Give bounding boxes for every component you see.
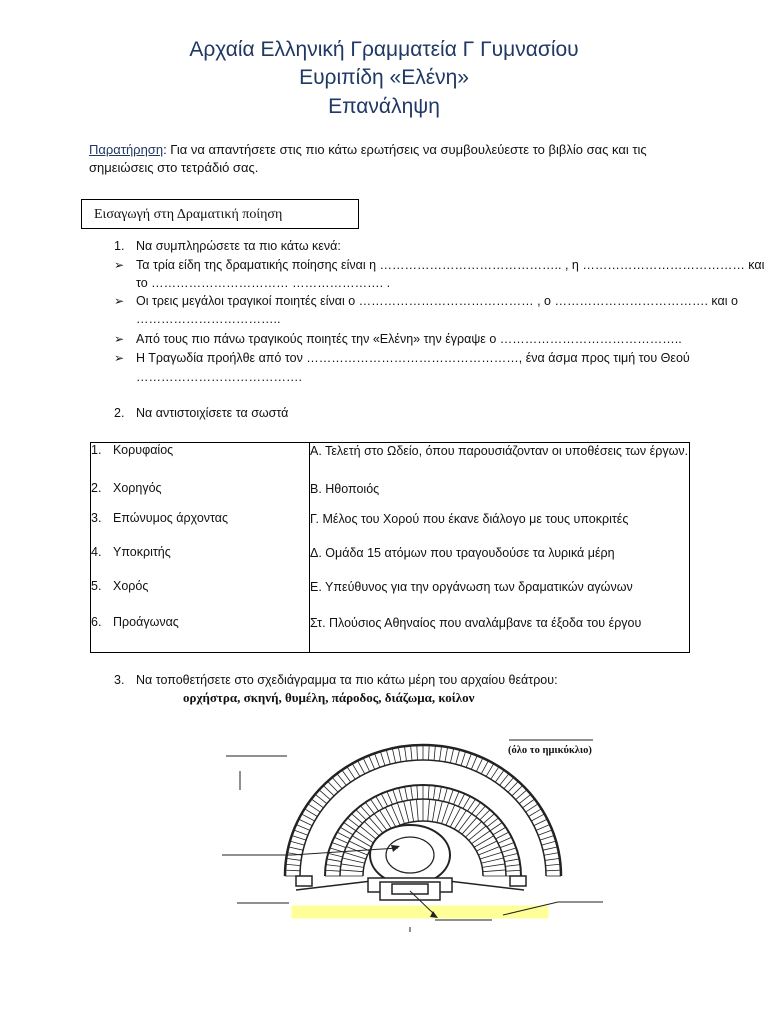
orchestra-circle [370, 825, 450, 885]
seat-row-line [376, 796, 383, 808]
seat-row-line [476, 806, 486, 817]
seat-row-line [500, 843, 514, 848]
seat-row-line [361, 806, 371, 817]
seat-row-line [352, 836, 372, 847]
seat-row-line [386, 750, 390, 764]
seat-row-line [294, 830, 308, 835]
seat-row-line [502, 848, 516, 852]
seat-row-line [493, 827, 506, 835]
seat-row-line [411, 786, 413, 800]
seat-row-line [286, 858, 301, 860]
match-left-item: 6. Προάγωνας [91, 615, 310, 653]
seat-row-line [399, 788, 403, 802]
seat-row-line [526, 804, 539, 812]
seat-row-line [342, 858, 364, 863]
seat-row-line [440, 746, 442, 761]
seat-row-line [342, 770, 351, 782]
q1-blank-line: …………………………….. [136, 312, 281, 326]
seat-row-line [327, 859, 342, 862]
seat-row-line [305, 809, 318, 817]
seat-row-line [358, 761, 365, 774]
section-title: Εισαγωγή στη Δραματική ποίηση [81, 199, 359, 229]
seat-row-line [292, 836, 306, 841]
seat-row-line [503, 853, 518, 856]
q1-blank-line: Η Τραγωδία προήλθε από τον ……………………………………………, ένα άσμα προς τιμή του Θεού [136, 351, 690, 365]
seat-row-line [472, 802, 481, 813]
seat-row-line [315, 794, 327, 803]
seat-row-line [498, 837, 512, 843]
seat-row-line [319, 790, 330, 800]
diagram-caption: (όλο το ημικύκλιο) [508, 745, 592, 756]
seat-row-line [334, 837, 348, 843]
match-right-item: Στ. Πλούσιος Αθηναίος που αναλάμβανε τα έξοδα του έργου [310, 615, 642, 630]
q2-prompt: Να αντιστοιχίσετε τα σωστά [136, 406, 289, 420]
match-left-item: 3. Επώνυμος άρχοντας [91, 511, 310, 545]
match-right-item: Α. Τελετή στο Ωδείο, όπου παρουσιάζονταν οι υποθέσεις των έργων. [310, 444, 689, 458]
seat-row-line [490, 823, 502, 831]
seat-row-line [519, 794, 531, 803]
seat-row-line [352, 764, 360, 777]
seat-row-line [433, 786, 435, 800]
seat-row-line [484, 814, 495, 824]
seat-row-line [290, 841, 304, 845]
seat-row-line [393, 789, 398, 802]
seat-row-line [471, 756, 477, 770]
q1-blank-line: το …………………………… …………………. . [136, 276, 391, 290]
seat-row-line [506, 870, 521, 871]
skene-highlight [292, 906, 548, 918]
seat-row-line [301, 814, 314, 821]
seat-row-line [429, 745, 430, 760]
match-right-item: Ε. Υπεύθυνος για την οργάνωση των δραματικών αγώνων [310, 579, 633, 594]
seat-row-line [332, 777, 342, 788]
seat-row-line [311, 799, 323, 808]
seat-row-line [375, 753, 380, 767]
seat-row-line [369, 756, 375, 770]
seat-row-line [450, 748, 453, 763]
seat-row-line [534, 819, 548, 826]
seat-row-line [545, 858, 560, 860]
q1-prompt: Να συμπληρώσετε τα πιο κάτω κενά: [136, 239, 341, 253]
seat-row-line [546, 870, 561, 871]
seat-row-line [508, 781, 518, 792]
seat-row-line [458, 814, 472, 832]
seat-row-line [444, 788, 448, 802]
seat-row-line [466, 753, 471, 767]
seat-row-line [344, 823, 356, 831]
note-label: Παρατήρηση [89, 142, 164, 157]
skene-building [296, 876, 526, 900]
seat-row-line [381, 794, 387, 807]
seat-row-line [432, 800, 436, 822]
seat-row-line [285, 870, 300, 871]
q2-number: 2. [114, 406, 125, 420]
seat-row-line [328, 781, 338, 792]
seat-row-line [360, 826, 377, 840]
seat-row-line [480, 810, 490, 820]
seat-row-line [286, 864, 301, 865]
title-line-2: Ευριπίδη «Ελένη» [299, 66, 469, 89]
seat-row-line [288, 847, 303, 850]
seat-row-line [474, 836, 494, 847]
seat-row-line [326, 865, 341, 867]
seat-row-line [487, 818, 499, 827]
seat-row-line [500, 774, 509, 786]
seat-row-line [356, 810, 366, 820]
seat-row-line [454, 810, 466, 829]
seat-row-line [469, 826, 486, 840]
seat-row-line [328, 853, 343, 856]
seat-row-line [461, 751, 466, 765]
seat-row-line [365, 802, 374, 813]
seat-row-line [380, 810, 392, 829]
seat-row-line [538, 830, 552, 835]
seat-row-line [428, 799, 430, 821]
q1-blank-line: Από τους πιο πάνω τραγικούς ποιητές την «Ελένη» την έγραψε ο …………………………………….. [136, 332, 682, 346]
seat-row-line [523, 799, 535, 808]
seat-row-line [476, 758, 483, 772]
match-left-item: 4. Υποκριτής [91, 545, 310, 579]
match-left-item: 5. Χορός [91, 579, 310, 615]
q1-blank-line: …………………………………. [136, 370, 302, 384]
note-text: : Για να απαντήσετε στις πιο κάτω ερωτήσεις να συμβουλεύεστε το βιβλίο σας και τις σημειώσεις στο τετράδιό σας. [89, 142, 647, 175]
seat-row-line [483, 870, 506, 872]
seat-row-line [299, 819, 313, 826]
title-line-1: Αρχαία Ελληνική Γραμματεία Γ Γυμνασίου [189, 38, 579, 61]
bullet-arrow-icon: ➢ [114, 294, 125, 308]
match-right-item: Γ. Μέλος του Χορού που έκανε διάλογο με τους υποκριτές [310, 511, 629, 526]
seat-row-line [544, 853, 559, 856]
seat-row-line [540, 836, 554, 841]
seat-row-line [481, 858, 503, 863]
seat-row-line [449, 789, 454, 802]
seat-row-line [340, 827, 353, 835]
seat-row-line [463, 796, 470, 808]
match-right-item: Δ. Ομάδα 15 ατόμων που τραγουδούσε τα λυρικά μέρη [310, 545, 615, 560]
bullet-arrow-icon: ➢ [114, 332, 125, 346]
seat-row-line [465, 822, 481, 838]
seat-row-line [529, 809, 542, 817]
seat-row-line [364, 822, 380, 838]
seat-row-line [341, 864, 364, 867]
theatre-parts-list: ορχήστρα, σκηνή, θυμέλη, πάροδος, διάζωμα, κοίλον [183, 690, 475, 705]
seat-row-line [416, 799, 418, 821]
seat-row-line [467, 799, 475, 811]
seat-row-line [428, 785, 429, 799]
seat-row-line [458, 794, 464, 807]
seat-row-line [387, 791, 393, 804]
q1-blank-line: Οι τρεις μεγάλοι τραγικοί ποιητές είναι ο …………………………………… , ο ………………………………. και ο [136, 294, 738, 308]
seat-row-line [504, 777, 514, 788]
seat-row-line [347, 767, 355, 780]
bullet-arrow-icon: ➢ [114, 258, 125, 272]
seat-row-line [347, 818, 359, 827]
seat-row-line [434, 746, 435, 761]
seat-row-line [363, 758, 370, 772]
seat-row-line [536, 825, 550, 831]
seat-row-line [392, 748, 395, 763]
seat-row-line [332, 843, 346, 848]
seat-row-line [370, 799, 378, 811]
seat-row-line [505, 859, 520, 862]
q3-prompt: Να τοποθετήσετε στο σχεδιάγραμμα τα πιο κάτω μέρη του αρχαίου θεάτρου: [136, 673, 558, 687]
seat-row-line [374, 814, 388, 832]
seat-row-line [404, 801, 409, 822]
seat-row-line [349, 841, 369, 851]
seat-row-line [531, 814, 544, 821]
seat-row-line [308, 804, 321, 812]
seat-row-line [380, 751, 385, 765]
seat-row-line [296, 825, 310, 831]
seat-row-line [356, 831, 375, 844]
seat-row-line [454, 791, 460, 804]
seat-row-line [411, 746, 412, 761]
seat-row-line [496, 832, 509, 839]
seat-row-line [542, 841, 556, 845]
seat-row-line [462, 817, 477, 834]
seat-row-line [481, 761, 488, 774]
seat-row-line [491, 767, 499, 780]
match-right-item: Β. Ηθοποιός [310, 481, 380, 496]
seat-row-line [337, 832, 350, 839]
seat-row-line [340, 870, 363, 872]
seat-row-line [417, 745, 418, 760]
seat-row-line [337, 774, 346, 786]
seat-row-line [417, 785, 418, 799]
seat-row-line [543, 847, 558, 850]
seat-row-line [512, 785, 523, 795]
seat-row-line [325, 870, 340, 871]
seat-row-line [385, 807, 395, 827]
seat-row-line [323, 785, 334, 795]
seat-row-line [516, 790, 527, 800]
seat-row-line [410, 800, 414, 822]
seat-row-line [404, 746, 406, 761]
seat-row-line [482, 864, 505, 867]
seat-row-line [437, 801, 442, 822]
seat-row-line [398, 747, 401, 762]
seat-row-line [486, 764, 494, 777]
title-line-3: Επανάληψη [328, 95, 440, 118]
seat-row-line [546, 864, 561, 865]
seat-row-line [476, 841, 496, 851]
match-left-item: 2. Χορηγός [91, 481, 310, 511]
match-left-item: 1. Κορυφαίος [91, 443, 310, 481]
seat-row-line [445, 747, 448, 762]
bullet-arrow-icon: ➢ [114, 351, 125, 365]
seat-row-line [450, 807, 460, 827]
seat-row-line [472, 831, 491, 844]
seat-row-line [439, 787, 442, 801]
seat-row-line [369, 817, 384, 834]
q3-number: 3. [114, 673, 125, 687]
seat-row-line [505, 865, 520, 867]
seat-row-line [495, 770, 504, 782]
seat-row-line [352, 814, 363, 824]
q1-blank-line: Τα τρία είδη της δραματικής ποίησης είναι η …………………………………….. , η ………………………………… και [136, 258, 765, 272]
seat-row-line [456, 750, 460, 764]
q1-number: 1. [114, 239, 125, 253]
seat-row-line [405, 787, 408, 801]
